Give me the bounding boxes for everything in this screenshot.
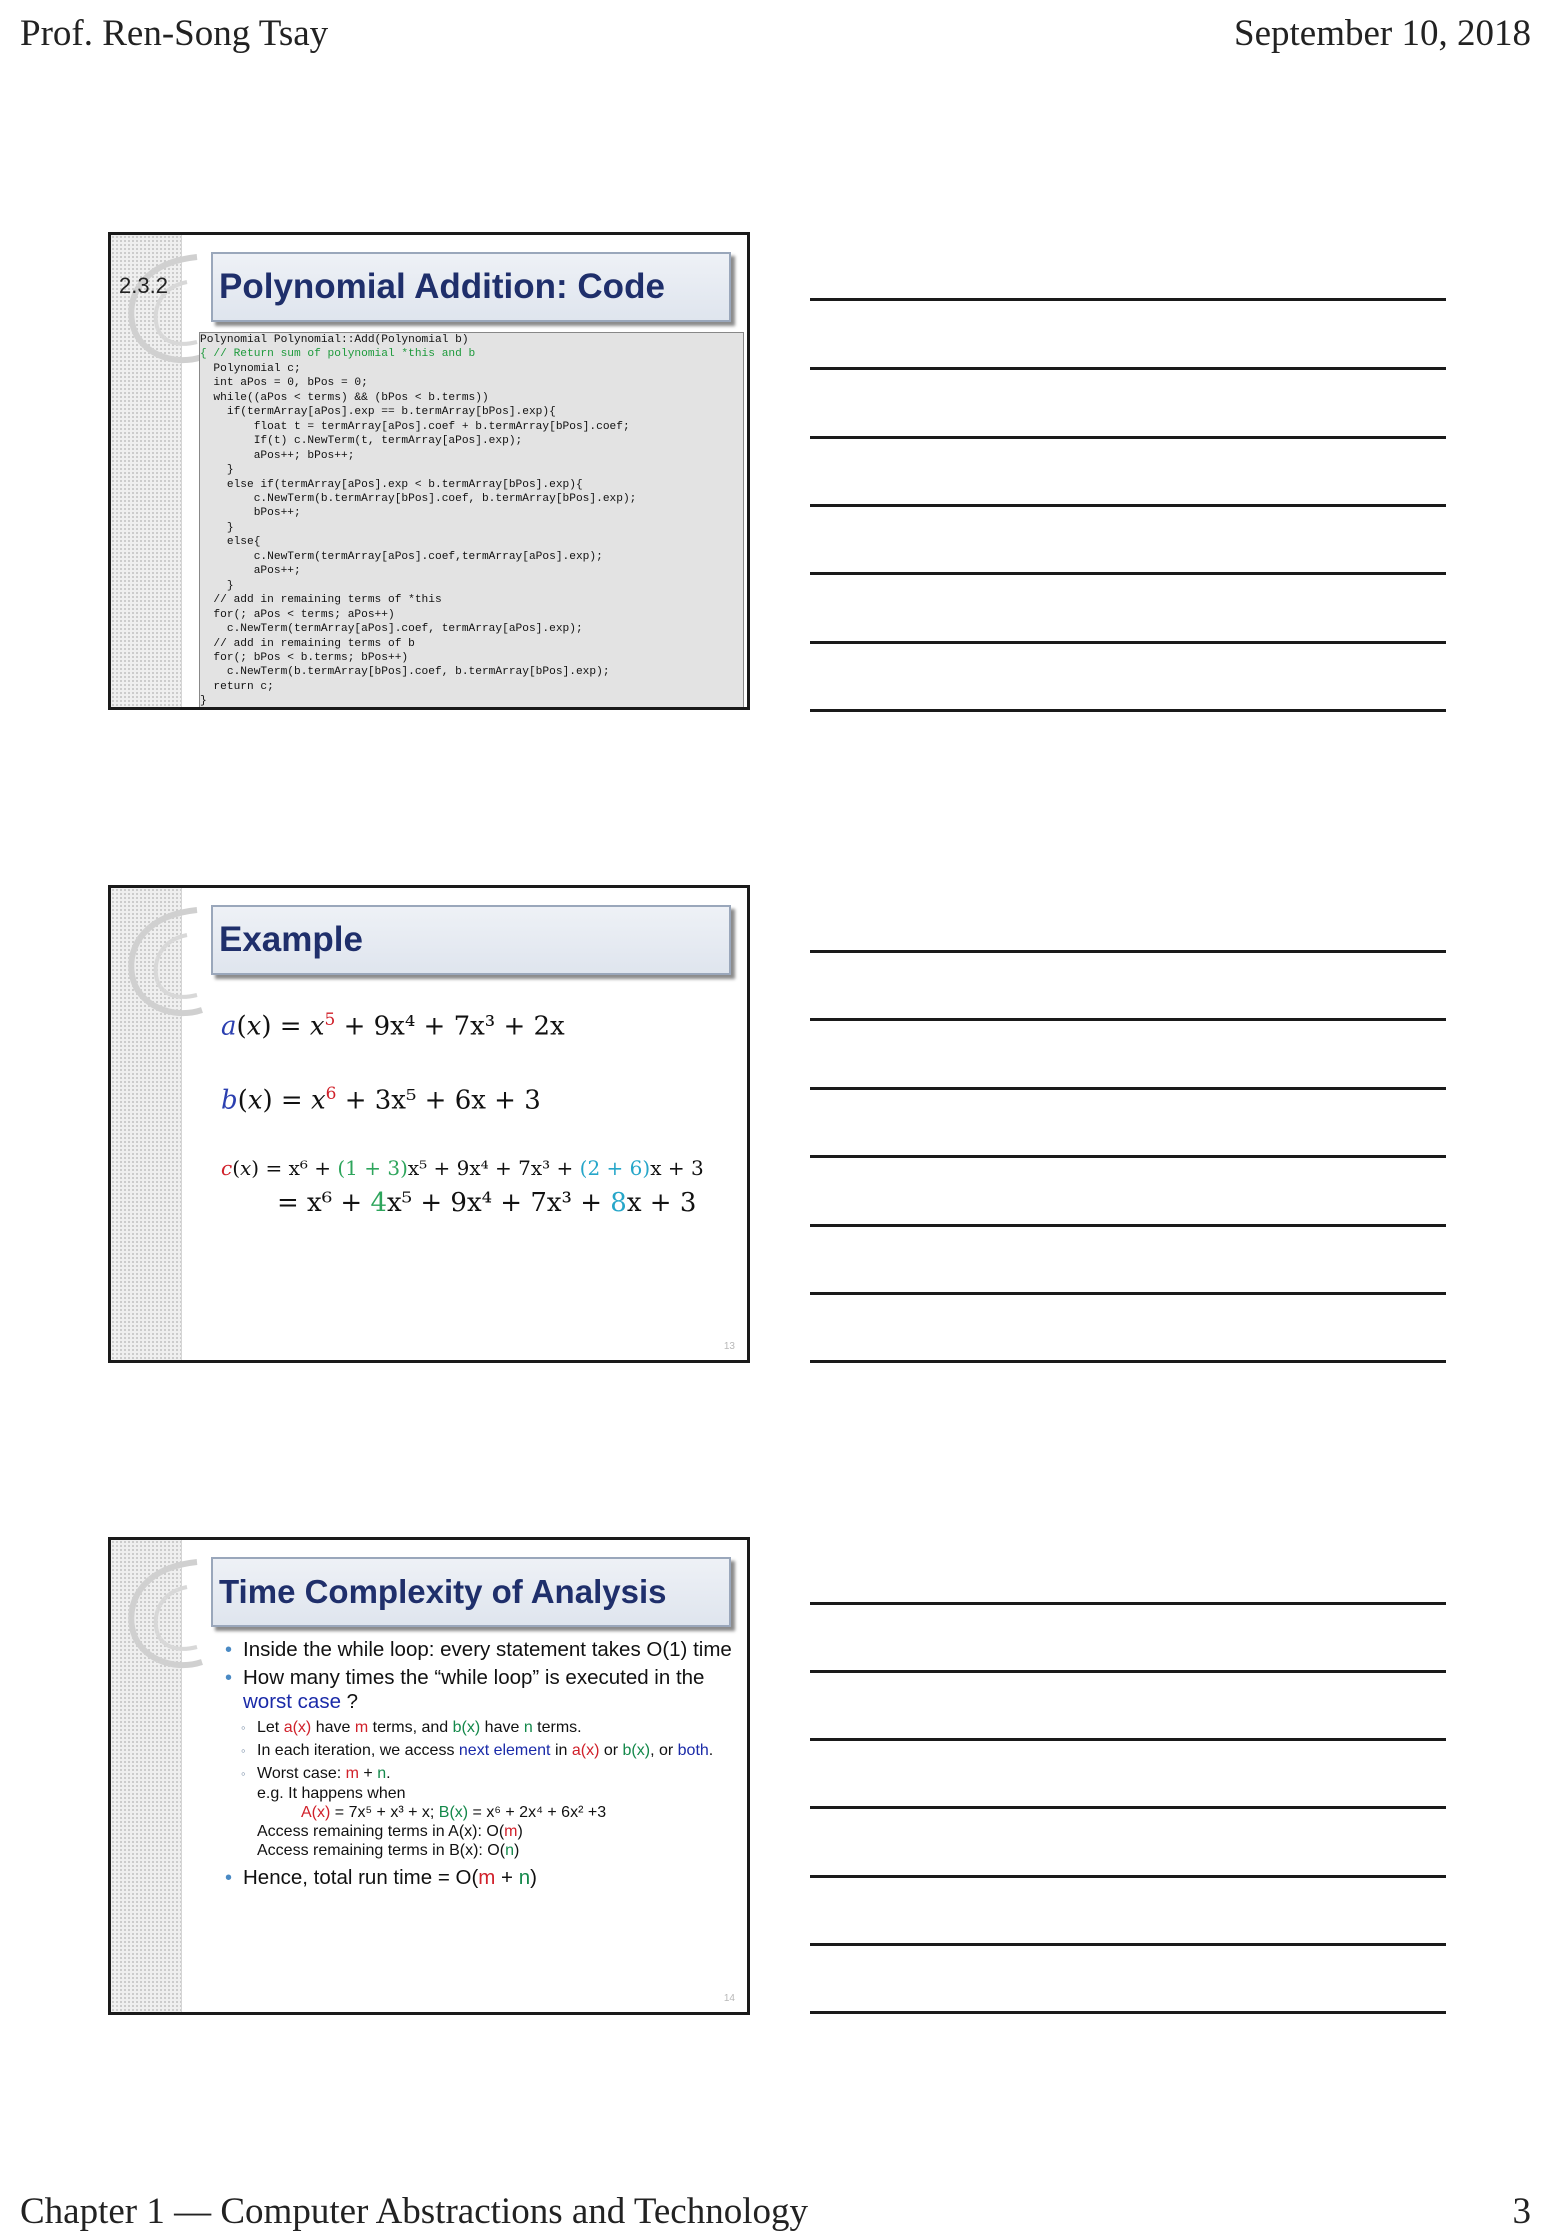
code-line: }: [200, 521, 234, 534]
slide-title: Time Complexity of Analysis: [211, 1557, 731, 1627]
eq-c-name: c: [221, 1156, 233, 1180]
eq-c1-sum1: (1 + 3): [337, 1156, 408, 1180]
note-line: [810, 641, 1446, 644]
code-line: If(t) c.NewTerm(t, termArray[aPos].exp);: [200, 435, 523, 448]
eq-c2-part1: = x⁶ +: [277, 1188, 371, 1218]
footer-chapter: Chapter 1 — Computer Abstractions and Technology: [20, 2191, 808, 2232]
code-line: c.NewTerm(termArray[aPos].coef, termArray[aPos].exp);: [200, 623, 583, 636]
equation-c-line2: [277, 1188, 696, 1218]
eq-c1-part1: x⁶ +: [288, 1156, 338, 1180]
code-line: aPos++; bPos++;: [200, 449, 355, 462]
note-line: [810, 1806, 1446, 1809]
note-line: [810, 1875, 1446, 1878]
eq-b-name: b: [221, 1085, 238, 1116]
code-line: int aPos = 0, bPos = 0;: [200, 377, 368, 390]
note-line: [810, 1602, 1446, 1605]
code-line: // add in remaining terms of b: [200, 637, 415, 650]
code-line: }: [200, 464, 234, 477]
note-line: [810, 436, 1446, 439]
code-line: return c;: [200, 680, 274, 693]
note-line: [810, 1943, 1446, 1946]
bullet-total-runtime: • Hence, total run time = O(m + n): [221, 1866, 741, 1890]
code-line: }: [200, 695, 207, 708]
code-line: else if(termArray[aPos].exp < b.termArray[bPos].exp){: [200, 478, 583, 491]
note-line: [810, 1292, 1446, 1295]
bullet-while-loop: • Inside the while loop: every statement takes O(1) time: [221, 1638, 741, 1662]
note-line: [810, 2011, 1446, 2014]
equation-c-line1: c(x) = x⁶ + (1 + 3)x⁵ + 9x⁴ + 7x³ + (2 + 6)x + 3: [221, 1156, 704, 1180]
note-line: [810, 709, 1446, 712]
sub-bullet-iteration: ◦ In each iteration, we access next element in a(x) or b(x), or both.: [221, 1741, 741, 1761]
code-line: while((aPos < terms) && (bPos < b.terms)): [200, 391, 489, 404]
code-line: c.NewTerm(b.termArray[bPos].coef, b.termArray[bPos].exp);: [200, 666, 610, 679]
access-a: Access remaining terms in A(x): O(m): [257, 1823, 523, 1840]
code-line: for(; bPos < b.terms; bPos++): [200, 651, 409, 664]
note-line: [810, 1018, 1446, 1021]
note-line: [810, 1155, 1446, 1158]
slide-page-number: 13: [723, 1341, 735, 1352]
slide-title: Example: [211, 905, 731, 975]
note-line: [810, 1087, 1446, 1090]
note-line: [810, 1670, 1446, 1673]
equation-b: $b(x) = x^6 + 3x^5 + 6x + 3$: [221, 1084, 541, 1116]
note-line: [810, 1360, 1446, 1363]
eq-a-name: a: [221, 1011, 237, 1042]
note-line: [810, 950, 1446, 953]
code-line: aPos++;: [200, 565, 301, 578]
bullet-list: [221, 1638, 741, 1894]
eq-c1-sum2: (2 + 6): [579, 1156, 651, 1180]
access-b: Access remaining terms in B(x): O(n): [257, 1842, 520, 1859]
eq-c1-part2: x⁵ + 9x⁴ + 7x³ +: [407, 1156, 580, 1180]
eq-a-exp: 5: [324, 1010, 336, 1030]
slide-page-number: 14: [723, 1993, 735, 2004]
bullet-while-count: • How many times the “while loop” is executed in the worst case ?: [221, 1666, 741, 1714]
eq-b-rest: + 3x⁵ + 6x + 3: [336, 1085, 541, 1116]
note-line: [810, 504, 1446, 507]
slide-title: Polynomial Addition: Code: [211, 252, 731, 322]
note-line: [810, 298, 1446, 301]
footer-page-number: 3: [1512, 2191, 1531, 2232]
eq-c2-part2: x⁵ + 9x⁴ + 7x³ +: [387, 1188, 611, 1218]
slide-time-complexity: [108, 1537, 750, 2015]
code-line: c.NewTerm(termArray[aPos].coef,termArray[aPos].exp);: [200, 550, 603, 563]
eq-a-rest: + 9x⁴ + 7x³ + 2x: [335, 1011, 565, 1042]
code-line: for(; aPos < terms; aPos++): [200, 608, 395, 621]
code-line: { // Return sum of polynomial *this and b: [200, 348, 476, 361]
swirl-decoration-icon: [117, 247, 207, 377]
sub-bullet-terms: ◦ Let a(x) have m terms, and b(x) have n terms.: [221, 1718, 741, 1738]
swirl-decoration-icon: [117, 1552, 207, 1682]
code-line: }: [200, 579, 234, 592]
code-line: // add in remaining terms of *this: [200, 594, 442, 607]
slide-polynomial-code: [108, 232, 750, 710]
sub-bullet-worst-case: ◦ Worst case: m + n.: [221, 1764, 741, 1784]
swirl-decoration-icon: [117, 900, 207, 1030]
code-line: bPos++;: [200, 507, 301, 520]
code-line: c.NewTerm(b.termArray[bPos].coef, b.termArray[bPos].exp);: [200, 492, 637, 505]
eq-c2-coef1: 4: [370, 1188, 387, 1218]
code-line: else{: [200, 536, 261, 549]
code-line: if(termArray[aPos].exp == b.termArray[bPos].exp){: [200, 406, 556, 419]
eq-c1-part3: x + 3: [650, 1156, 704, 1180]
note-line: [810, 367, 1446, 370]
code-line: Polynomial c;: [200, 362, 301, 375]
header-date: September 10, 2018: [1234, 13, 1531, 54]
example-intro: e.g. It happens when: [257, 1785, 406, 1802]
eq-a-term: x: [309, 1011, 325, 1042]
equation-a: $a(x) = x^5 + 9x^4 + 7x^3 + 2x$: [221, 1010, 565, 1042]
code-line: Polynomial Polynomial::Add(Polynomial b): [200, 334, 469, 346]
eq-c2-coef2: 8: [610, 1188, 627, 1218]
section-number: 2.3.2: [119, 273, 168, 298]
note-line: [810, 1224, 1446, 1227]
header-author: Prof. Ren-Song Tsay: [20, 13, 329, 54]
code-block: [199, 332, 744, 710]
note-line: [810, 572, 1446, 575]
slide-example: [108, 885, 750, 1363]
note-line: [810, 1738, 1446, 1741]
code-line: float t = termArray[aPos].coef + b.termArray[bPos].coef;: [200, 420, 630, 433]
eq-b-term: x: [310, 1085, 326, 1116]
example-polynomials: A(x) = 7x⁵ + x³ + x; B(x) = x⁶ + 2x⁴ + 6x² +3: [301, 1804, 607, 1821]
eq-c2-part3: x + 3: [626, 1188, 697, 1218]
eq-b-exp: 6: [325, 1084, 337, 1104]
